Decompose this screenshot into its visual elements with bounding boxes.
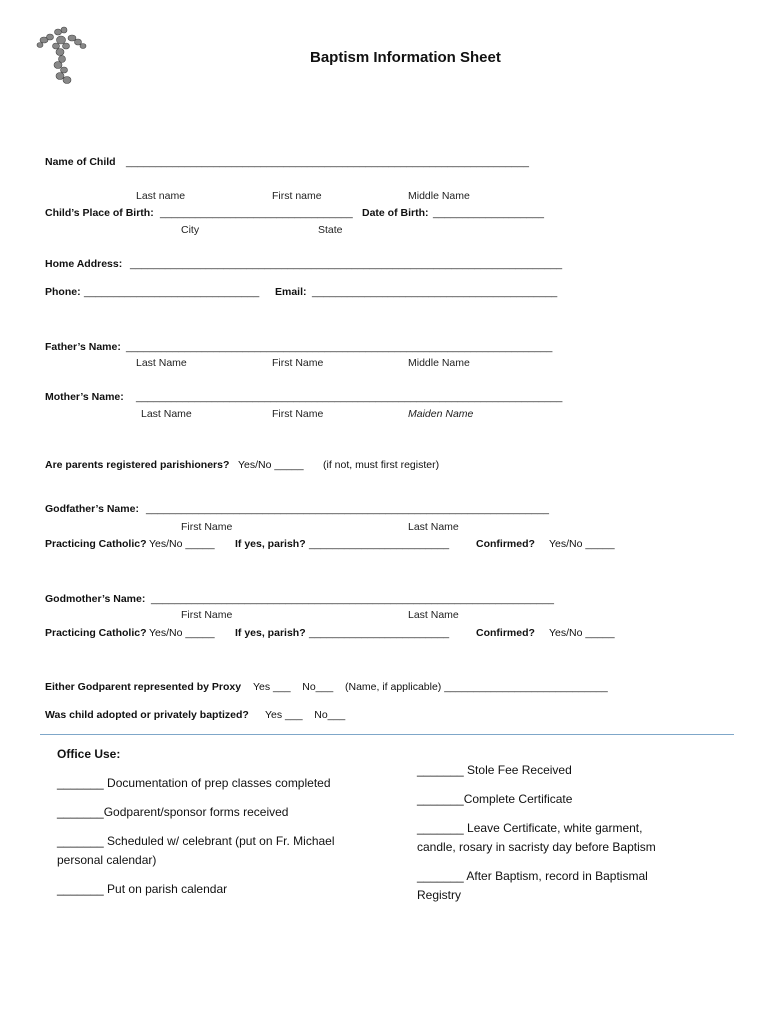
place-of-birth-label: Child’s Place of Birth: <box>45 207 154 219</box>
godfather-confirmed-field[interactable]: Yes/No _____ <box>549 538 615 550</box>
phone-field[interactable]: ______________________________ <box>84 286 260 298</box>
mother-maiden-name-caption: Maiden Name <box>408 408 474 420</box>
page-title: Baptism Information Sheet <box>310 49 501 66</box>
office-item-parish-calendar: _______ Put on parish calendar <box>57 882 228 896</box>
mother-first-name-caption: First Name <box>272 408 324 420</box>
godfather-last-name-caption: Last Name <box>408 521 459 533</box>
office-item-scheduled: _______ Scheduled w/ celebrant (put on Fr. Michael <box>57 834 335 848</box>
city-caption: City <box>181 224 200 236</box>
office-item-scheduled-cont: personal calendar) <box>57 853 157 867</box>
name-of-child-field[interactable]: _____________________________________________________________________ <box>126 156 529 168</box>
godmother-name-field[interactable]: _____________________________________________________________________ <box>151 593 554 605</box>
office-item-after-baptism: _______ After Baptism, record in Baptismal <box>417 869 648 883</box>
parishioners-note: (if not, must first register) <box>323 459 440 471</box>
godfather-practicing-field[interactable]: Yes/No _____ <box>149 538 215 550</box>
adopted-answer-field[interactable]: Yes ___ No___ <box>265 709 346 721</box>
office-item-complete-certificate: _______Complete Certificate <box>417 792 573 806</box>
state-caption: State <box>318 224 343 236</box>
office-item-after-baptism-cont: Registry <box>417 888 462 902</box>
date-of-birth-field[interactable]: ___________________ <box>433 207 544 219</box>
godmother-practicing-field[interactable]: Yes/No _____ <box>149 627 215 639</box>
child-last-name-caption: Last name <box>136 190 186 202</box>
child-middle-name-caption: Middle Name <box>408 190 470 202</box>
place-of-birth-field[interactable]: _________________________________ <box>160 207 353 219</box>
godmother-parish-field[interactable]: ________________________ <box>309 627 450 639</box>
godfather-parish-label: If yes, parish? <box>235 538 306 550</box>
mother-name-label: Mother’s Name: <box>45 391 124 403</box>
parishioners-answer-field[interactable]: Yes/No _____ <box>238 459 304 471</box>
godmother-confirmed-field[interactable]: Yes/No _____ <box>549 627 615 639</box>
proxy-question: Either Godparent represented by Proxy <box>45 681 242 693</box>
office-item-godparent-forms: _______Godparent/sponsor forms received <box>57 805 289 819</box>
father-last-name-caption: Last Name <box>136 357 187 369</box>
godmother-first-name-caption: First Name <box>181 609 233 621</box>
godfather-name-label: Godfather’s Name: <box>45 503 139 515</box>
child-first-name-caption: First name <box>272 190 322 202</box>
adopted-question: Was child adopted or privately baptized? <box>45 709 249 721</box>
office-item-leave-certificate-cont: candle, rosary in sacristy day before Baptism <box>417 840 656 854</box>
father-name-field[interactable]: _________________________________________________________________________ <box>126 341 553 353</box>
godfather-first-name-caption: First Name <box>181 521 233 533</box>
office-use-heading: Office Use: <box>57 747 121 761</box>
proxy-name-field[interactable]: (Name, if applicable) ____________________________ <box>345 681 608 693</box>
godfather-parish-field[interactable]: ________________________ <box>309 538 450 550</box>
office-item-stole-fee: _______ Stole Fee Received <box>417 763 572 777</box>
name-of-child-label: Name of Child <box>45 156 116 168</box>
godmother-practicing-label: Practicing Catholic? <box>45 627 147 639</box>
mother-last-name-caption: Last Name <box>141 408 192 420</box>
home-address-label: Home Address: <box>45 258 123 270</box>
cross-logo-icon <box>34 24 88 86</box>
father-middle-name-caption: Middle Name <box>408 357 470 369</box>
office-item-leave-certificate: _______ Leave Certificate, white garment, <box>417 821 643 835</box>
proxy-answer-field[interactable]: Yes ___ No___ <box>253 681 334 693</box>
home-address-field[interactable]: __________________________________________________________________________ <box>130 258 563 270</box>
godmother-last-name-caption: Last Name <box>408 609 459 621</box>
father-name-label: Father’s Name: <box>45 341 121 353</box>
godmother-confirmed-label: Confirmed? <box>476 627 535 639</box>
phone-label: Phone: <box>45 286 81 298</box>
office-use-divider <box>40 734 734 735</box>
parishioners-question: Are parents registered parishioners? <box>45 459 230 471</box>
date-of-birth-label: Date of Birth: <box>362 207 429 219</box>
email-field[interactable]: __________________________________________ <box>312 286 558 298</box>
father-first-name-caption: First Name <box>272 357 324 369</box>
godmother-name-label: Godmother’s Name: <box>45 593 146 605</box>
office-item-documentation: _______ Documentation of prep classes completed <box>57 776 331 790</box>
mother-name-field[interactable]: _________________________________________________________________________ <box>136 391 563 403</box>
godmother-parish-label: If yes, parish? <box>235 627 306 639</box>
godfather-practicing-label: Practicing Catholic? <box>45 538 147 550</box>
godfather-name-field[interactable]: _____________________________________________________________________ <box>146 503 549 515</box>
godfather-confirmed-label: Confirmed? <box>476 538 535 550</box>
email-label: Email: <box>275 286 307 298</box>
